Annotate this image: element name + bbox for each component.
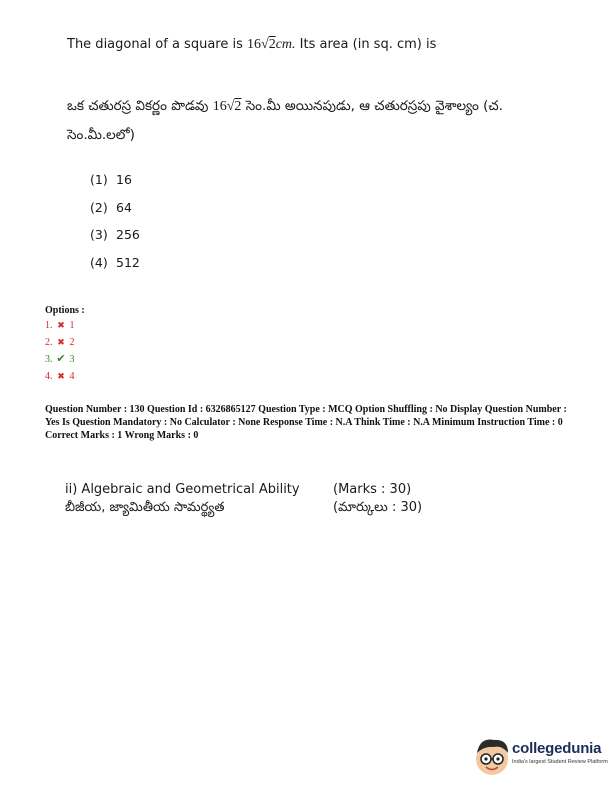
options-key (45, 304, 575, 385)
section-marks-en: (Marks : 30) (333, 482, 412, 497)
telugu-math-number: 16 (212, 99, 227, 114)
choice-value: 256 (116, 227, 140, 242)
options-mark-list (45, 317, 575, 385)
telugu-math-radicand: 2 (234, 99, 242, 114)
choice-number: (3) (90, 227, 108, 242)
answer-choice (90, 200, 140, 228)
section-marks (333, 481, 422, 517)
answer-choice (90, 255, 140, 283)
choice-value: 16 (116, 172, 132, 187)
choice-value: 512 (116, 254, 140, 270)
section-title-te: బీజీయ, జ్యామితీయ సామర్థ్యత (65, 500, 225, 515)
choice-number: (2) (90, 199, 108, 215)
choice-value: 64 (116, 199, 132, 215)
option-mark-value: 4 (69, 371, 75, 382)
brand-tagline: India's largest Student Review Platform (512, 759, 608, 765)
section-title (65, 481, 300, 517)
option-mark-row (45, 317, 575, 334)
question-info-line2: Correct Marks : 1 Wrong Marks : 0 (45, 430, 199, 441)
option-mark-row (45, 351, 575, 368)
option-mark-row (45, 368, 575, 385)
math-number: 16 (247, 37, 262, 52)
answer-choices (90, 172, 140, 282)
question-info (45, 403, 570, 442)
cross-icon: ✖ (57, 320, 65, 330)
option-mark-value: 2 (69, 337, 75, 348)
cross-icon: ✖ (57, 337, 65, 347)
choice-number: (4) (90, 254, 108, 270)
answer-choice (90, 227, 140, 255)
option-mark-prefix: 3. (45, 354, 53, 365)
cross-icon: ✖ (57, 371, 65, 381)
telugu-text-pre: ఒక చతురస్ర వికర్ణం పొడవు (67, 98, 209, 114)
option-mark-value: 3 (69, 354, 75, 365)
check-icon: ✔ (56, 353, 66, 365)
telugu-text-post: సెం.మీ అయినపుడు, ఆ చతురస్రపు వైశాల్యం (చ. సెం.మీ.లలో) (67, 98, 503, 143)
question-text-post: Its area (in sq. cm) is (299, 37, 437, 52)
section-marks-te: (మార్కులు : 30) (333, 500, 423, 515)
option-mark-value: 1 (69, 320, 75, 331)
choice-number: (1) (90, 172, 108, 187)
sqrt-sign: √ (261, 37, 269, 52)
option-mark-prefix: 4. (45, 371, 53, 382)
options-label: Options : (45, 305, 85, 316)
section-title-en: ii) Algebraic and Geometrical Ability (65, 482, 300, 497)
answer-choice (90, 172, 140, 200)
math-radicand: 2 (268, 37, 276, 52)
option-mark-prefix: 2. (45, 337, 53, 348)
math-unit: cm. (275, 37, 296, 52)
option-mark-row (45, 334, 575, 351)
question-info-line1: Question Number : 130 Question Id : 6326865127 Question Type : MCQ Option Shuffling : No Display Question Number : Yes Is Question Mandatory : No Calculator : None Response Time : N.A Think Time : N.A Minimum Instruction Time : 0 (45, 404, 567, 428)
question-english (67, 37, 436, 53)
question-text-pre: The diagonal of a square is (67, 37, 243, 52)
brand-name: collegedunia (512, 740, 602, 757)
telugu-sqrt-sign: √ (226, 99, 235, 114)
option-mark-prefix: 1. (45, 320, 53, 331)
question-telugu (67, 92, 567, 149)
